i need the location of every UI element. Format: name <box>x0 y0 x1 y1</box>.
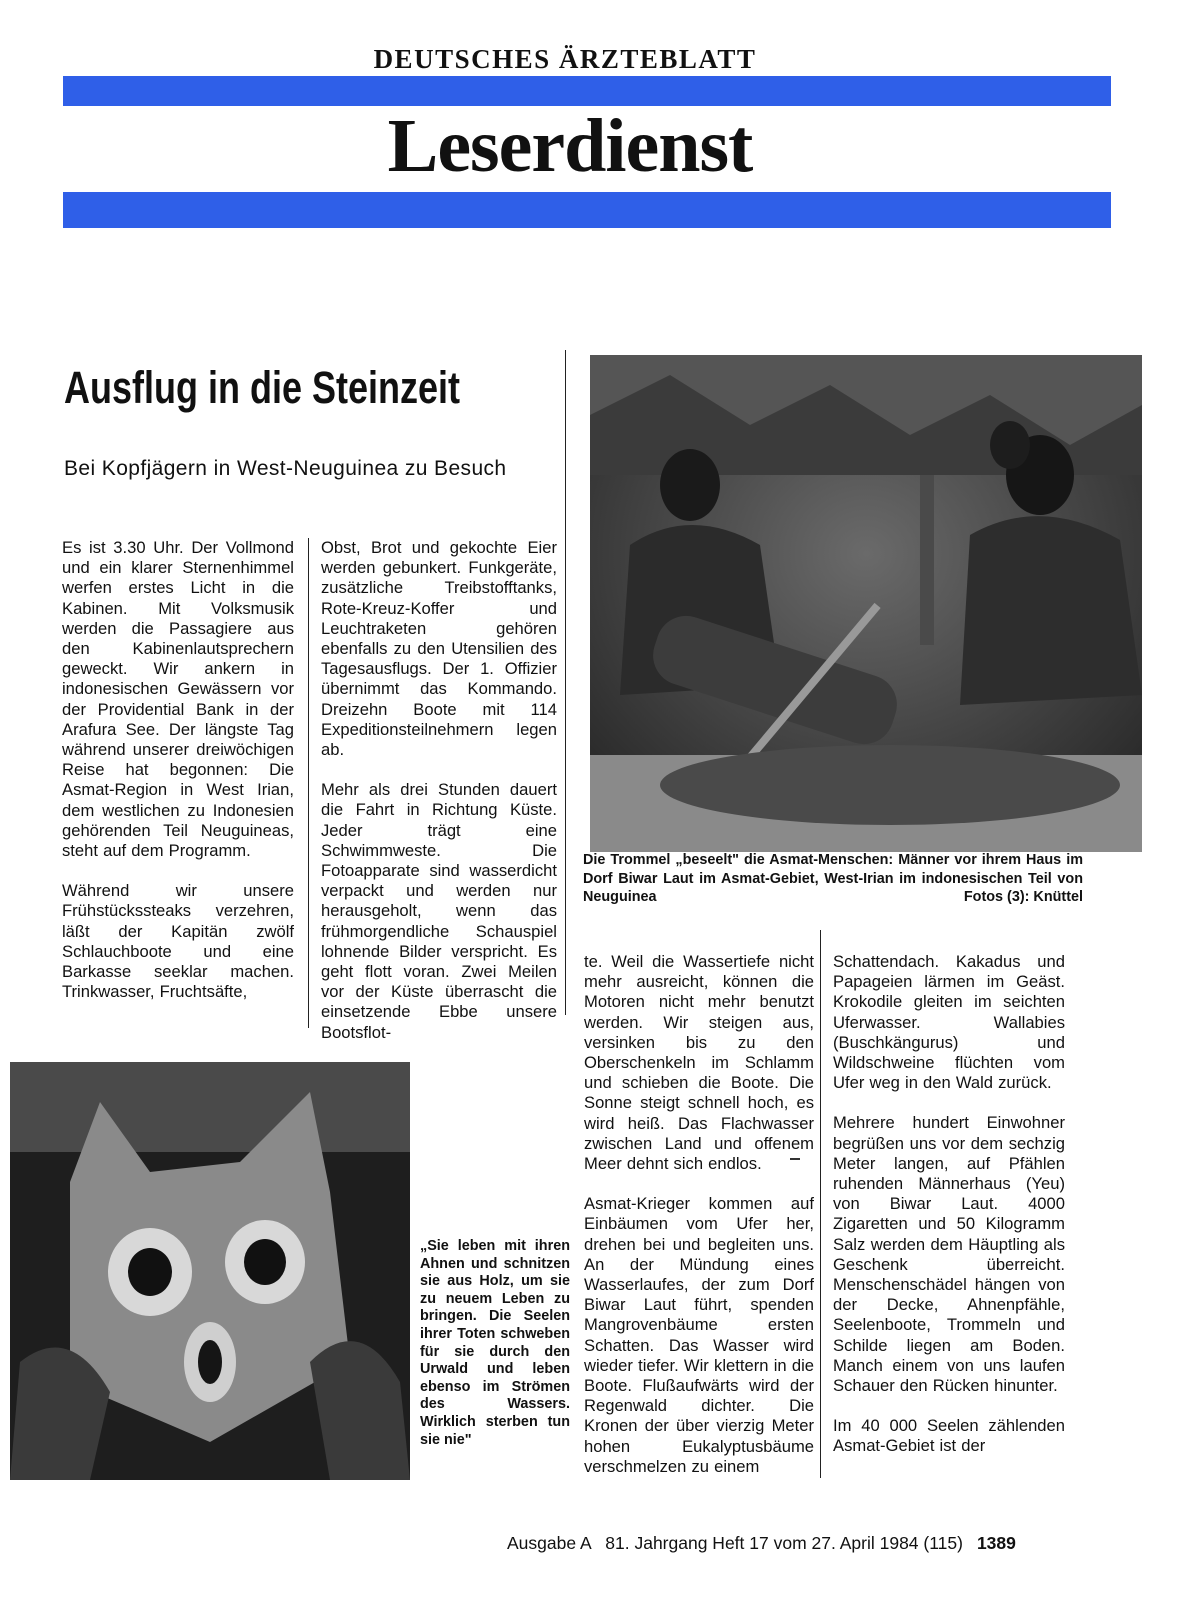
article-column-2 <box>321 538 557 1043</box>
paragraph: Schattendach. Kakadus und Papageien lärmen im Geäst. Krokodile gleiten im seichten Uferwasser. Wallabies (Buschkängurus) und Wildschweine flüchten vom Ufer weg in den Wald zurück. <box>833 952 1065 1093</box>
paragraph: Es ist 3.30 Uhr. Der Vollmond und ein klarer Sternenhimmel werfen erstes Licht in die Kabinen. Mit Volksmusik werden die Passagiere aus den Kabinenlautsprechern geweckt. Wir ankern in indonesischen Gewässern vor der Providential Bank in der Arafura See. Der längste Tag während unserer dreiwöchigen Reise hat begonnen: Die Asmat-Region in West Irian, dem westlichen zu Indonesien gehörenden Teil Neuguineas, steht auf dem Programm. <box>62 538 294 861</box>
issue-info: Ausgabe A 81. Jahrgang Heft 17 vom 27. April 1984 (115) <box>507 1533 963 1553</box>
photo-caption <box>583 851 1083 907</box>
paragraph: Asmat-Krieger kommen auf Einbäumen vom Ufer her, drehen bei und begleiten uns. An der Mündung eines Wasserlaufes, der zum Dorf Biwar Laut führt, spenden Mangrovenbäume ersten Schatten. Das Wasser wird wieder tiefer. Wir klettern in die Boote. Flußaufwärts wird der Regenwald dichter. Die Kronen der über vierzig Meter hohen Eukalyptusbäume verschmelzen zu einem <box>584 1194 814 1476</box>
photo-asmat-men-with-drum <box>590 355 1142 852</box>
column-rule <box>565 350 566 1015</box>
paragraph: Mehrere hundert Einwohner begrüßen uns vor dem sechzig Meter langen, auf Pfählen ruhenden Männerhaus (Yeu) von Biwar Laut. 4000 Zigaretten und 50 Kilogramm Salz werden dem Häuptling als Geschenk überreicht. Menschenschädel hängen von der Decke, Ahnenpfähle, Seelenboote, Trommeln und Schilde liegen am Boden. Manch einem von uns laufen Schauer den Rücken hinunter. <box>833 1113 1065 1396</box>
paragraph: Während wir unsere Frühstückssteaks verzehren, läßt der Kapitän zwölf Schlauchboote und eine Barkasse seeklar machen. Trinkwasser, Fruchtsäfte, <box>62 881 294 1002</box>
photo-asmat-mask <box>10 1062 410 1480</box>
paragraph: te. Weil die Wassertiefe nicht mehr ausreicht, können die Motoren nicht mehr benutzt werden. Wir steigen aus, versinken bis zu den Oberschenkeln im Schlamm und schieben die Boote. Die Sonne steigt schnell hoch, es wird heiß. Das Flachwasser zwischen Land und offenem Meer dehnt sich endlos. <box>584 952 814 1174</box>
page-number: 1389 <box>976 1533 1016 1553</box>
paragraph: Obst, Brot und gekochte Eier werden gebunkert. Funkgeräte, zusätzliche Treibstofftanks, Rote-Kreuz-Koffer und Leuchtraketen gehören ebenfalls zu den Utensilien des Tagesausflugs. Der 1. Offizier übernimmt das Kommando. Dreizehn Boote mit 114 Expeditionsteilnehmern legen ab. <box>321 538 557 760</box>
pull-quote: „Sie leben mit ihren Ahnen und schnitzen sie aus Holz, um sie zu neuem Leben zu bringen. Die Seelen ihrer Toten schweben für sie durch den Urwald und leben ebenso im Strömen des Wassers. Wirklich sterben tun sie nie" <box>420 1238 570 1448</box>
column-rule <box>820 930 821 1478</box>
column-rule <box>308 538 309 1028</box>
masthead: DEUTSCHES ÄRZTEBLATT <box>373 44 757 74</box>
page-footer <box>507 1533 1016 1554</box>
article-column-3 <box>584 952 814 1477</box>
caption-text: Die Trommel „beseelt" die Asmat-Menschen: Männer vor ihrem Haus im Dorf Biwar Laut im Asmat-Gebiet, West-Irian im indonesischen Teil von Neuguinea <box>583 852 1083 905</box>
section-title: Leserdienst <box>387 104 753 188</box>
article-column-4 <box>833 952 1065 1457</box>
photo-drum-scene-illustration <box>590 355 1142 852</box>
article-headline: Ausflug in die Steinzeit <box>64 362 461 413</box>
article-subheadline: Bei Kopfjägern in West-Neuguinea zu Besuch <box>64 457 507 480</box>
photo-credit: Fotos (3): Knüttel <box>963 889 1083 905</box>
paragraph: Im 40 000 Seelen zählenden Asmat-Gebiet ist der <box>833 1416 1065 1456</box>
stray-mark <box>790 1158 800 1160</box>
masthead-bar-bottom <box>63 192 1111 228</box>
article-column-1 <box>62 538 294 1002</box>
paragraph: Mehr als drei Stunden dauert die Fahrt in Richtung Küste. Jeder trägt eine Schwimmweste. Die Fotoapparate sind wasserdicht verpackt und werden nur herausgeholt, wenn das frühmorgendliche Schauspiel lohnende Bilder verspricht. Es geht flott voran. Zwei Meilen vor der Küste überrascht die einsetzende Ebbe unsere Bootsflot- <box>321 780 557 1042</box>
photo-mask-illustration <box>10 1062 410 1480</box>
